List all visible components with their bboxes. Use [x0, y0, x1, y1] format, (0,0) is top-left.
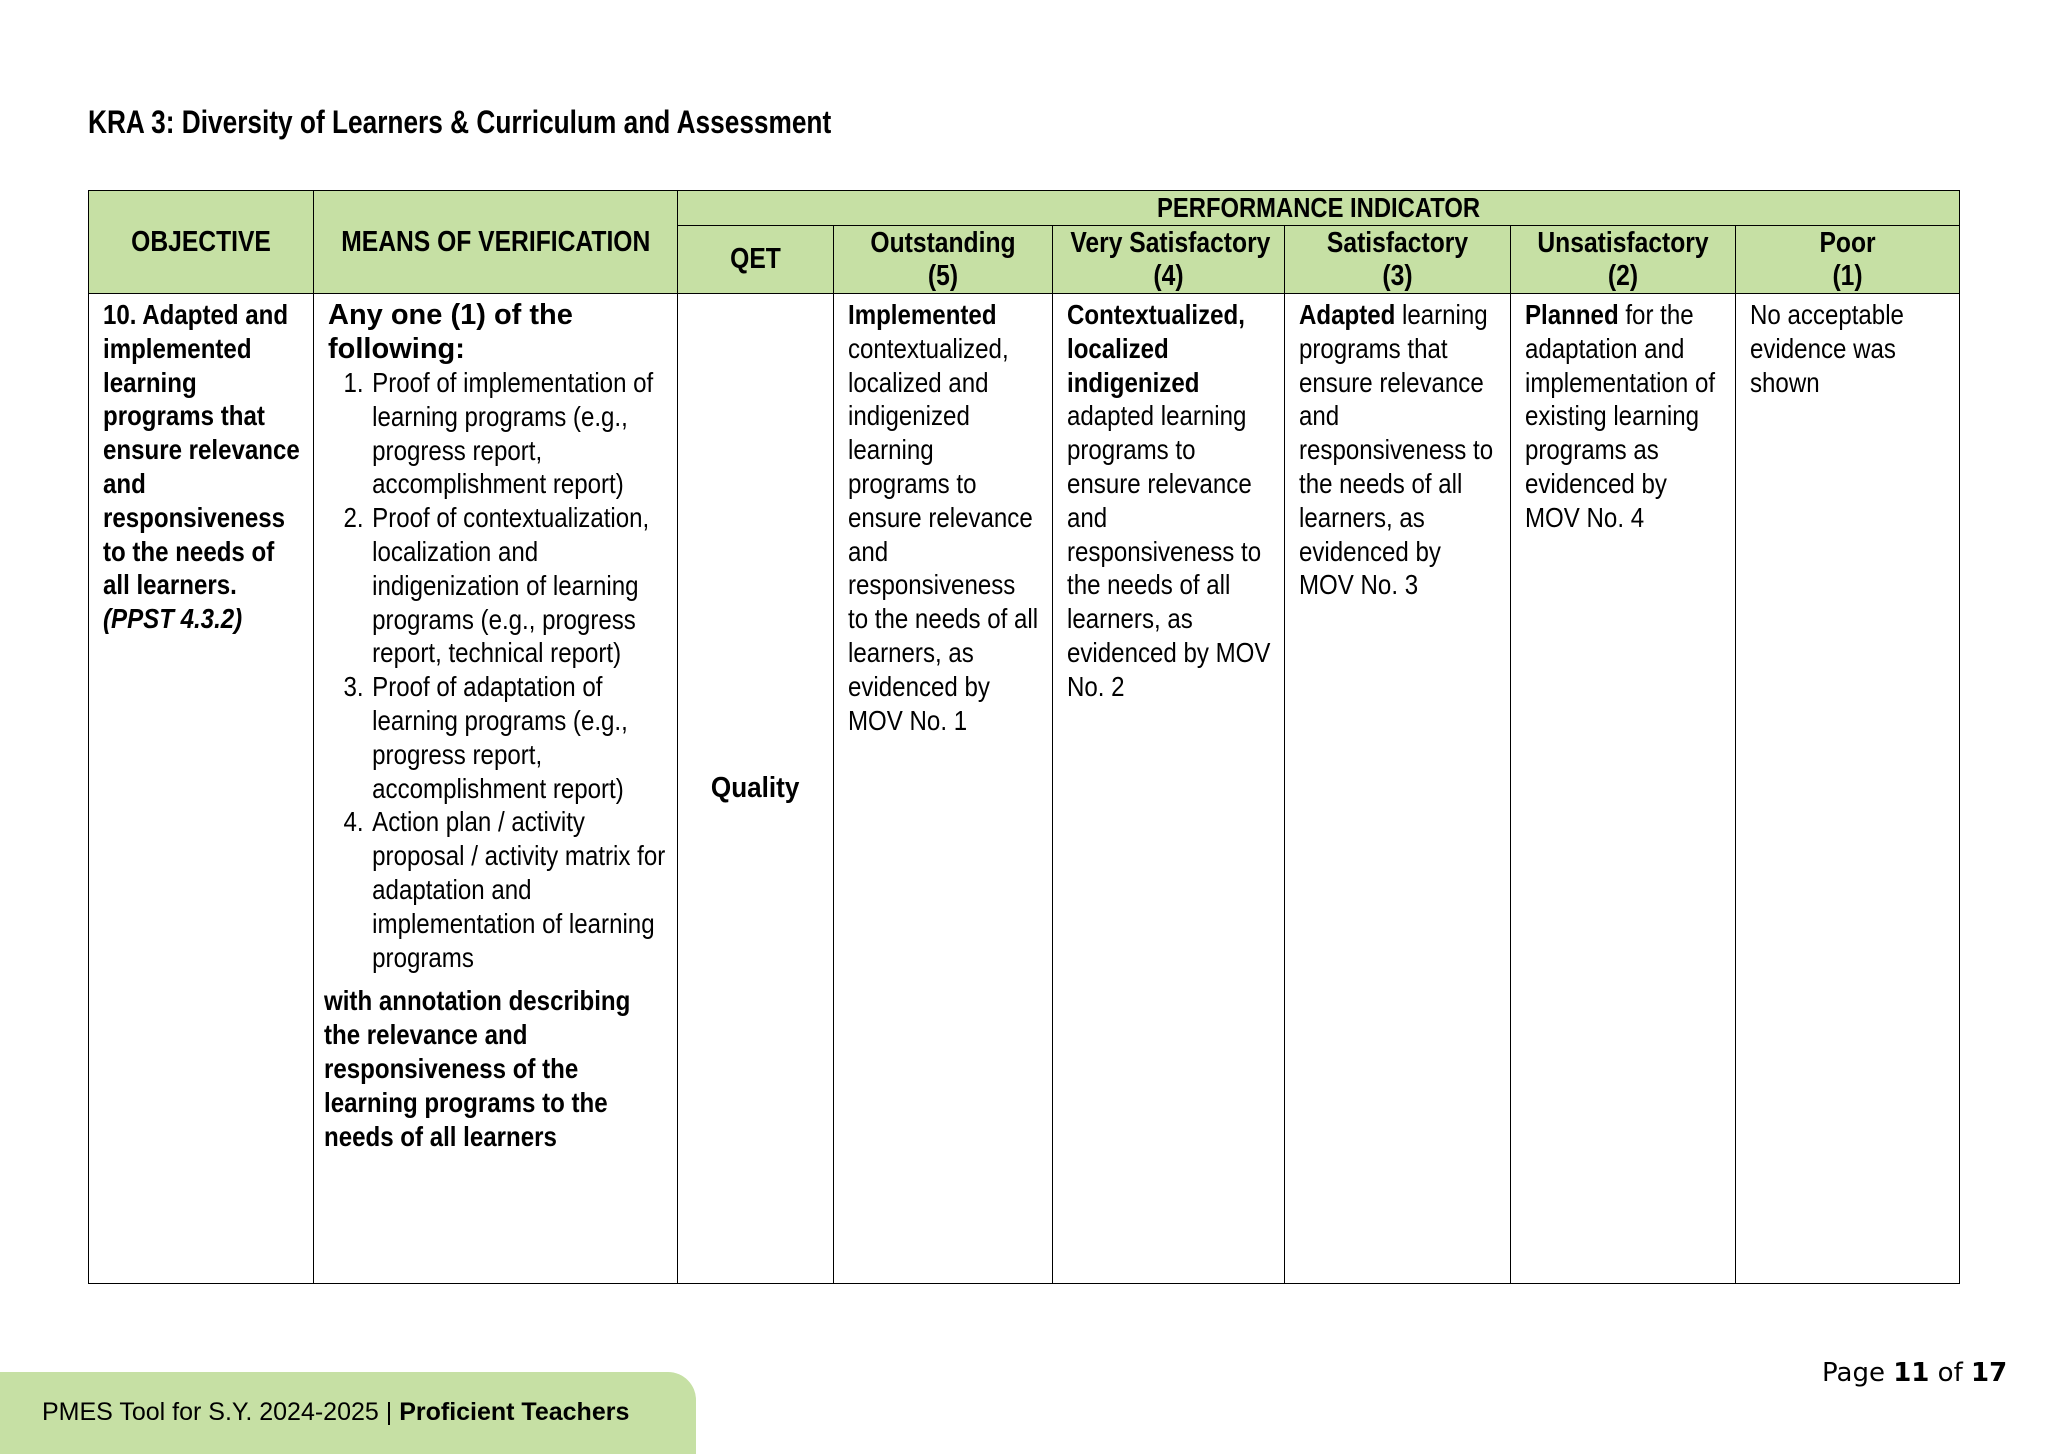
qet-value: Quality [711, 772, 800, 804]
unsatisfactory-cell [1511, 294, 1736, 1284]
page-number: Page 11 of 17 [1822, 1358, 2008, 1388]
very-satisfactory-keyword: Contextualized, localized indigenized [1067, 299, 1245, 398]
mov-intro: Any one (1) of the following: [328, 299, 573, 365]
satisfactory-description: learning programs that ensure relevance and responsiveness to the needs of all learners, as evidenced by MOV No. 3 [1299, 299, 1494, 601]
poor-cell [1736, 294, 1960, 1284]
kra-table [88, 190, 1960, 1284]
mov-annotation-note: with annotation describing the relevance and responsiveness of the learning programs to the needs of all learners [324, 985, 631, 1152]
objective-text: 10. Adapted and implemented learning programs that ensure relevance and responsiveness to the needs of all learners. [103, 299, 300, 601]
qet-cell [678, 294, 834, 1284]
very-satisfactory-description: adapted learning programs to ensure relevance and responsiveness to the needs of all learners, as evidenced by MOV No. 2 [1067, 400, 1271, 702]
mov-cell [314, 294, 678, 1284]
header-satisfactory: Satisfactory (3) [1285, 226, 1511, 294]
footer-tool-name: PMES Tool for S.Y. 2024-2025 | [42, 1398, 400, 1426]
list-item: 3. Proof of adaptation of learning programs (e.g., progress report, accomplishment report) [343, 671, 628, 804]
mov-list [324, 366, 670, 974]
header-means-of-verification: MEANS OF VERIFICATION [314, 191, 678, 294]
outstanding-keyword: Implemented [848, 299, 997, 330]
header-outstanding: Outstanding (5) [834, 226, 1053, 294]
list-item: 4. Action plan / activity proposal / activity matrix for adaptation and implementation of learning programs [343, 806, 666, 973]
page-title: KRA 3: Diversity of Learners & Curriculum and Assessment [88, 104, 832, 140]
header-objective: OBJECTIVE [89, 191, 314, 294]
page-total: 17 [1971, 1358, 2008, 1388]
header-very-satisfactory: Very Satisfactory (4) [1053, 226, 1285, 294]
outstanding-cell [834, 294, 1053, 1284]
unsatisfactory-keyword: Planned [1525, 299, 1619, 330]
objective-cell [89, 294, 314, 1284]
list-item: 2. Proof of contextualization, localization and indigenization of learning programs (e.g., progress report, technical report) [343, 502, 650, 669]
very-satisfactory-cell [1053, 294, 1285, 1284]
footer-audience: Proficient Teachers [399, 1398, 630, 1426]
header-qet: QET [678, 226, 834, 294]
satisfactory-keyword: Adapted [1299, 299, 1396, 330]
list-item: 1. Proof of implementation of learning programs (e.g., progress report, accomplishment report) [343, 367, 654, 500]
footer-label [42, 1398, 629, 1427]
outstanding-description: contextualized, localized and indigenized learning programs to ensure relevance and responsiveness to the needs of all learners, as evidenced by MOV No. 1 [848, 332, 1039, 736]
header-unsatisfactory: Unsatisfactory (2) [1511, 226, 1736, 294]
unsatisfactory-description: for the adaptation and implementation of existing learning programs as evidenced by MOV No. 4 [1525, 299, 1716, 533]
table-row [89, 294, 1960, 1284]
poor-description: No acceptable evidence was shown [1750, 299, 1904, 398]
header-poor: Poor (1) [1736, 226, 1960, 294]
satisfactory-cell [1285, 294, 1511, 1284]
page-current: 11 [1893, 1358, 1930, 1388]
header-performance-indicator: PERFORMANCE INDICATOR [678, 191, 1960, 226]
objective-reference: (PPST 4.3.2) [103, 603, 243, 635]
